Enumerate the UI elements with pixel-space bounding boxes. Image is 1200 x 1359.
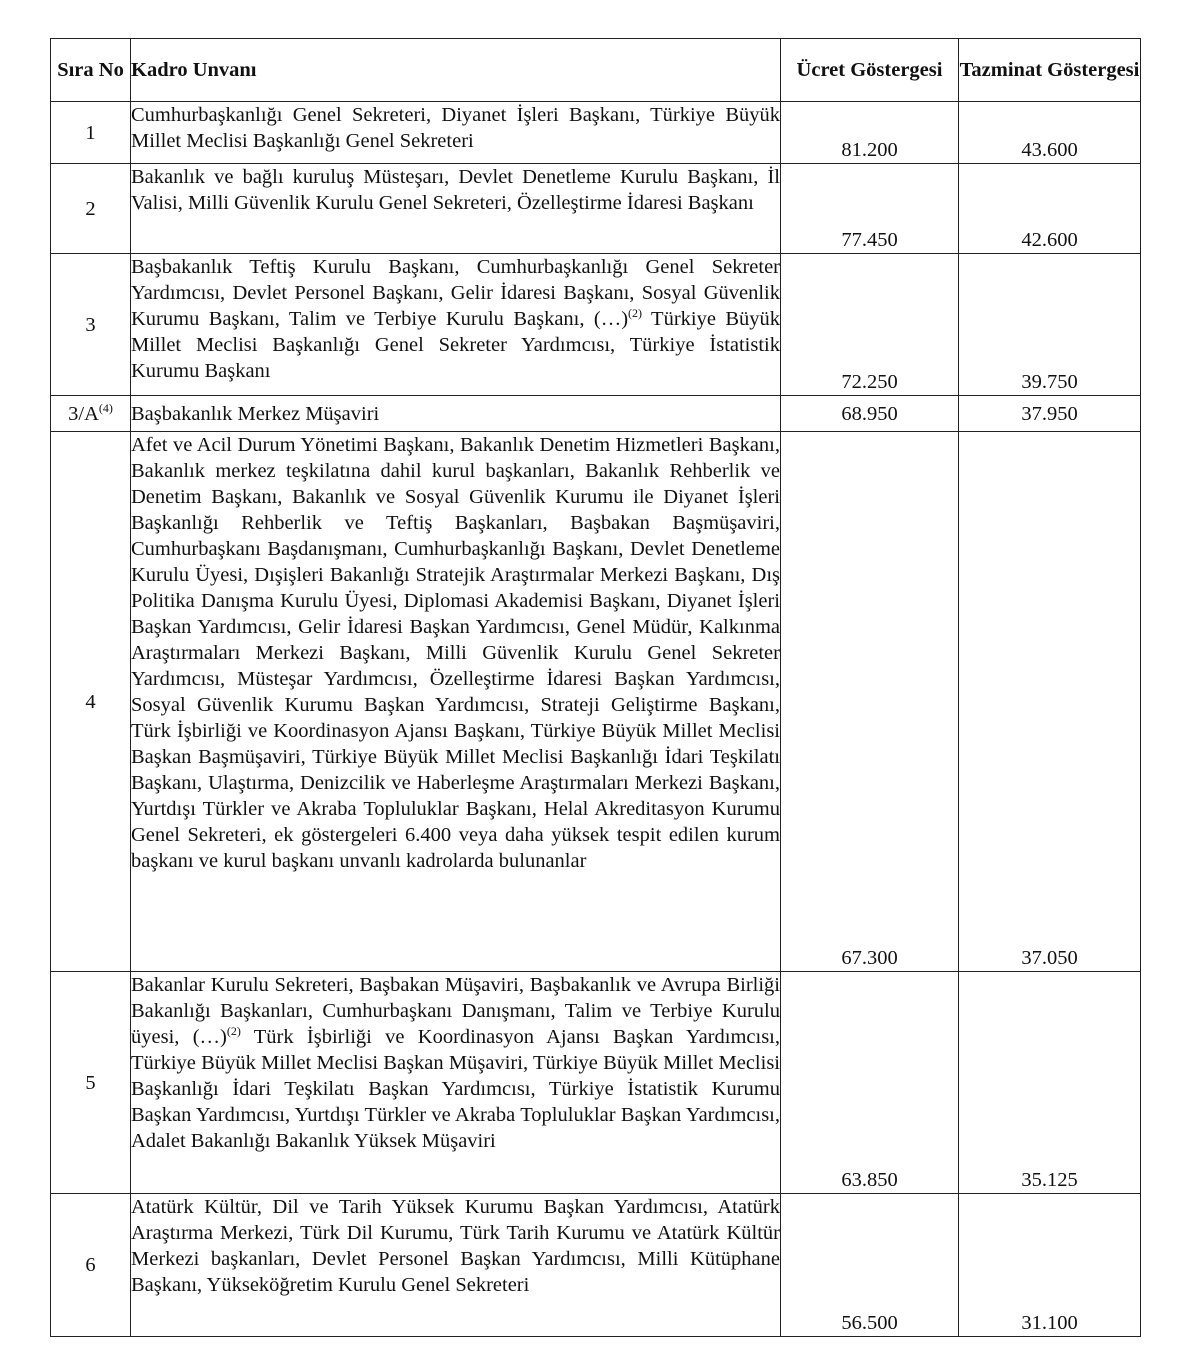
footnote-marker: (2) <box>628 306 643 321</box>
row-title <box>131 254 781 396</box>
table-row <box>51 972 1141 1194</box>
row-title: Atatürk Kültür, Dil ve Tarih Yüksek Kurumu Başkan Yardımcısı, Atatürk Araştırma Merkezi, Türk Dil Kurumu, Türk Tarih Kurumu ve Atatürk Kültür Merkezi başkanları, Devlet Personel Başkan Yardımcısı, Milli Kütüphane Başkanı, Yükseköğretim Kurulu Genel Sekreteri <box>131 1194 781 1337</box>
header-ucret-gostergesi: Ücret Göstergesi <box>781 39 959 102</box>
table-row <box>51 254 1141 396</box>
row-title: Afet ve Acil Durum Yönetimi Başkanı, Bakanlık Denetim Hizmetleri Başkanı, Bakanlık merkez teşkilatına dahil kurul başkanları, Bakanlık Rehberlik ve Denetim Başkanı, Bakanlık ve Sosyal Güvenlik Kurumu ile Diyanet İşleri Başkanlığı Rehberlik ve Teftiş Başkanları, Başbakan Başmüşaviri, Cumhurbaşkanı Başdanışmanı, Cumhurbaşkanlığı Başkanı, Devlet Denetleme Kurulu Üyesi, Dışişleri Bakanlığı Stratejik Araştırmalar Merkezi Başkanı, Dış Politika Danışma Kurulu Üyesi, Diplomasi Akademisi Başkanı, Diyanet İşleri Başkan Yardımcısı, Gelir İdaresi Başkan Yardımcısı, Genel Müdür, Kalkınma Araştırmaları Merkezi Başkanı, Milli Güvenlik Kurulu Genel Sekreter Yardımcısı, Müsteşar Yardımcısı, Özelleştirme İdaresi Başkan Yardımcısı, Sosyal Güvenlik Kurumu Başkan Yardımcısı, Strateji Geliştirme Başkanı, Türk İşbirliği ve Koordinasyon Ajansı Başkanı, Türkiye Büyük Millet Meclisi Başkan Başmüşaviri, Türkiye Büyük Millet Meclisi Başkanlığı İdari Teşkilatı Başkanı, Ulaştırma, Denizcilik ve Haberleşme Araştırmaları Merkezi Başkanı, Yurtdışı Türkler ve Akraba Topluluklar Başkanı, Helal Akreditasyon Kurumu Genel Sekreteri, ek göstergeleri 6.400 veya daha yüksek tespit edilen kurum başkanı ve kurul başkanı unvanlı kadrolarda bulunanlar <box>131 432 781 972</box>
row-no: 1 <box>51 102 131 164</box>
row-tazminat: 37.950 <box>959 396 1141 432</box>
kadro-table <box>50 38 1141 1337</box>
header-kadro-unvani: Kadro Unvanı <box>131 39 781 102</box>
table-row <box>51 432 1141 972</box>
row-no <box>51 972 131 1194</box>
footnote-marker: (2) <box>226 1024 241 1039</box>
row-ucret: 56.500 <box>781 1194 959 1337</box>
row-tazminat: 31.100 <box>959 1194 1141 1337</box>
table-row <box>51 164 1141 254</box>
header-row <box>51 39 1141 102</box>
header-sira-no: Sıra No <box>51 39 131 102</box>
row-no <box>51 396 131 432</box>
row-no: 6 <box>51 1194 131 1337</box>
row-tazminat: 39.750 <box>959 254 1141 396</box>
row-no: 3 <box>51 254 131 396</box>
row-ucret: 63.850 <box>781 972 959 1194</box>
row-ucret: 81.200 <box>781 102 959 164</box>
row-tazminat: 43.600 <box>959 102 1141 164</box>
row-ucret: 68.950 <box>781 396 959 432</box>
row-ucret: 77.450 <box>781 164 959 254</box>
row-title: Bakanlık ve bağlı kuruluş Müsteşarı, Devlet Denetleme Kurulu Başkanı, İl Valisi, Milli Güvenlik Kurulu Genel Sekreteri, Özelleştirme İdaresi Başkanı <box>131 164 781 254</box>
table-row <box>51 102 1141 164</box>
row-title-part2: Türk İşbirliği ve Koordinasyon Ajansı Başkan Yardımcısı, Türkiye Büyük Millet Meclisi Başkan Müşaviri, Türkiye Büyük Millet Meclisi Başkanlığı İdari Teşkilatı Başkan Yardımcısı, Türkiye İstatistik Kurumu Başkan Yardımcısı, Yurtdışı Türkler ve Akraba Topluluklar Başkan Yardımcısı, Adalet Bakanlığı Bakanlık Yüksek Müşaviri <box>131 1026 780 1152</box>
row-no-text: 5 <box>85 1071 96 1094</box>
header-tazminat-gostergesi: Tazminat Göstergesi <box>959 39 1141 102</box>
row-title-part2: Türkiye Büyük Millet Meclisi Başkanlığı Genel Sekreter Yardımcısı, Türkiye İstatistik Kurumu Başkanı <box>131 308 780 382</box>
row-ucret: 72.250 <box>781 254 959 396</box>
row-title-part1: Bakanlar Kurulu Sekreteri, Başbakan Müşaviri, Başbakanlık ve Avrupa Birliği Bakanlığı Başkanları, Cumhurbaşkanı Danışmanı, Talim ve Terbiye Kurulu üyesi, (…) <box>131 974 780 1048</box>
row-title-part1: Başbakanlık Teftiş Kurulu Başkanı, Cumhurbaşkanlığı Genel Sekreter Yardımcısı, Devlet Personel Başkanı, Gelir İdaresi Başkanı, Sosyal Güvenlik Kurumu Başkanı, Talim ve Terbiye Kurulu Başkanı, (…) <box>131 256 780 330</box>
row-tazminat: 42.600 <box>959 164 1141 254</box>
row-title: Cumhurbaşkanlığı Genel Sekreteri, Diyanet İşleri Başkanı, Türkiye Büyük Millet Meclisi Başkanlığı Genel Sekreteri <box>131 102 781 164</box>
table-row <box>51 1194 1141 1337</box>
row-tazminat: 37.050 <box>959 432 1141 972</box>
table-row <box>51 396 1141 432</box>
row-title <box>131 972 781 1194</box>
footnote-marker: (4) <box>98 400 113 415</box>
row-ucret: 67.300 <box>781 432 959 972</box>
row-no-text: 3/A <box>68 402 99 425</box>
row-no: 4 <box>51 432 131 972</box>
row-no: 2 <box>51 164 131 254</box>
row-title: Başbakanlık Merkez Müşaviri <box>131 396 781 432</box>
row-tazminat: 35.125 <box>959 972 1141 1194</box>
